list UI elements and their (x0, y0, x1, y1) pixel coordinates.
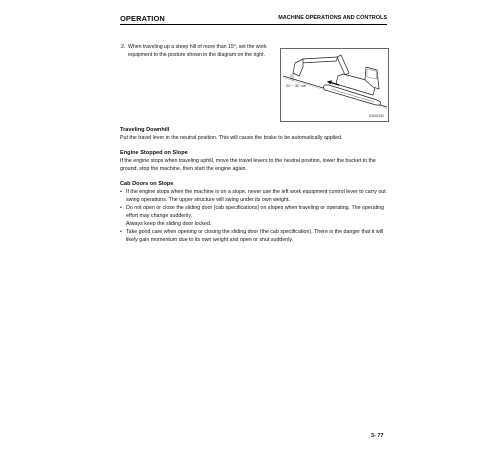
list-item (120, 204, 387, 228)
list-item-text: If the engine stops when the machine is on a slope, never use the left work equipment control lever to carry out swing operations. The upper structure will swing under its own weight. (126, 189, 386, 203)
list-item-note: Always keep the sliding door locked. (126, 221, 212, 227)
bullet-icon: • (120, 189, 122, 195)
header-section-title: OPERATION (120, 14, 165, 23)
step-number: 2. (121, 44, 126, 50)
section-traveling-downhill (120, 126, 387, 142)
page-number: 3- 77 (371, 433, 384, 439)
step-text: When traveling up a steep hill of more than 15°, set the work equipment to the posture shown in the diagram on the right. (128, 44, 267, 58)
section-cab-doors (120, 180, 387, 244)
list-item-text: Do not open or close the sliding door (cab specifications) on slopes when traveling or operating. The operating effort may change suddenly. (126, 205, 385, 219)
header-chapter-title: MACHINE OPERATIONS AND CONTROLS (278, 15, 387, 21)
bullet-icon: • (120, 229, 122, 235)
bullet-icon: • (120, 205, 122, 211)
section-engine-stopped (120, 149, 387, 173)
section-body: Put the travel lever in the neutral position. This will cause the brake to be automatically applied. (120, 135, 343, 141)
slope-posture-figure (280, 48, 389, 122)
section-heading: Cab Doors on Slope (120, 181, 174, 187)
header-divider (120, 24, 387, 25)
bullet-list (120, 188, 387, 244)
section-body: If the engine stops when traveling uphill, move the travel levers to the neutral position, lower the bucket to the ground, stop the machine, then start the engine again. (120, 158, 376, 172)
figure-code: 9JA00332 (369, 114, 384, 118)
section-heading: Traveling Downhill (120, 127, 170, 133)
section-heading: Engine Stopped on Slope (120, 150, 188, 156)
list-item (120, 228, 387, 244)
distance-label: 20 ~ 30 cm (286, 83, 306, 88)
list-item (120, 188, 387, 204)
list-item-text: Take good care when opening or closing the sliding door (the cab specification). There is the danger that it will likely gain momentum due to its own weight and open or shut suddenly. (126, 229, 384, 243)
